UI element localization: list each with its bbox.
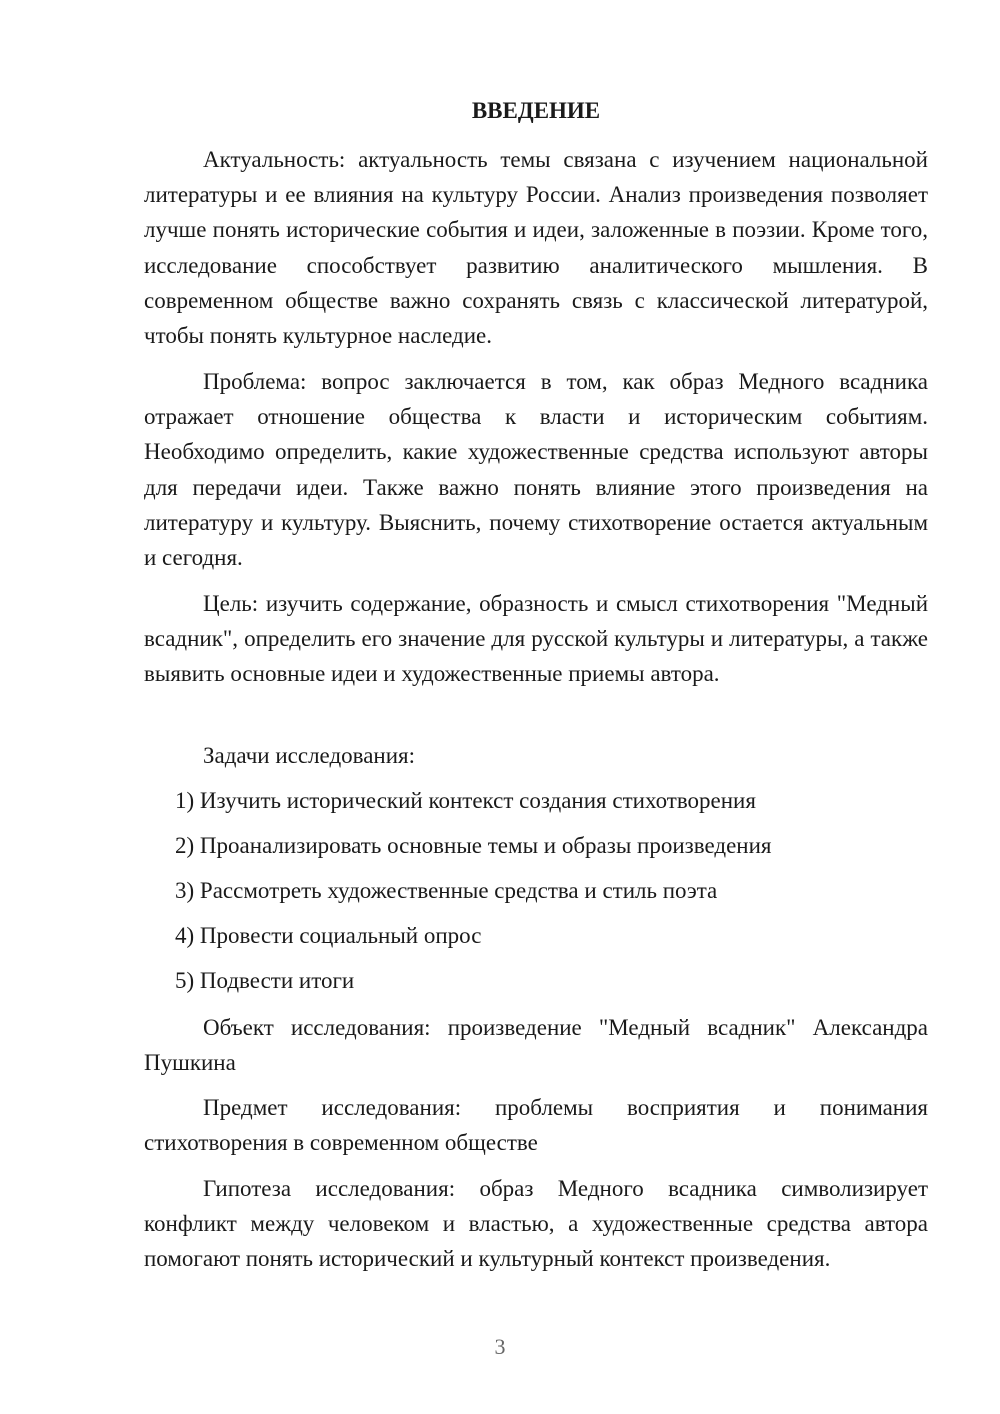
subject-paragraph: Предмет исследования: проблемы восприятия и понимания стихотворения в современном обществе — [144, 1095, 928, 1156]
tasks-title: Задачи исследования: — [203, 743, 416, 768]
task-item: 5) Подвести итоги — [175, 968, 355, 993]
task-item: 1) Изучить исторический контекст создания стихотворения — [175, 788, 756, 813]
object-paragraph: Объект исследования: произведение "Медный всадник" Александра Пушкина — [144, 1015, 928, 1076]
problem-paragraph: Проблема: вопрос заключается в том, как образ Медного всадника отражает отношение общества к власти и историческим событиям. Необходимо определить, какие художественные средства используют авторы для передачи идеи. Также важно понять влияние этого произведения на литературу и культуру. Выяснить, почему стихотворение остается актуальным и сегодня. — [144, 369, 928, 571]
hypothesis-paragraph: Гипотеза исследования: образ Медного всадника символизирует конфликт между человеком и властью, а художественные средства автора помогают понять исторический и культурный контекст произведения. — [144, 1176, 928, 1272]
page-number: 3 — [494, 1334, 506, 1359]
section-heading: ВВЕДЕНИЕ — [471, 98, 601, 123]
task-item: 4) Провести социальный опрос — [175, 923, 482, 948]
task-item: 3) Рассмотреть художественные средства и стиль поэта — [175, 878, 718, 903]
task-item: 2) Проанализировать основные темы и образы произведения — [175, 833, 772, 858]
relevance-paragraph: Актуальность: актуальность темы связана с изучением национальной литературы и ее влияния на культуру России. Анализ произведения позволяет лучше понять исторические события и идеи, заложенные в поэзии. Кроме того, исследование способствует развитию аналитического мышления. В современном обществе важно сохранять связь с классической литературой, чтобы понять культурное наследие. — [144, 147, 928, 349]
goal-paragraph: Цель: изучить содержание, образность и смысл стихотворения "Медный всадник", определить его значение для русской культуры и литературы, а также выявить основные идеи и художественные приемы автора. — [144, 591, 928, 687]
